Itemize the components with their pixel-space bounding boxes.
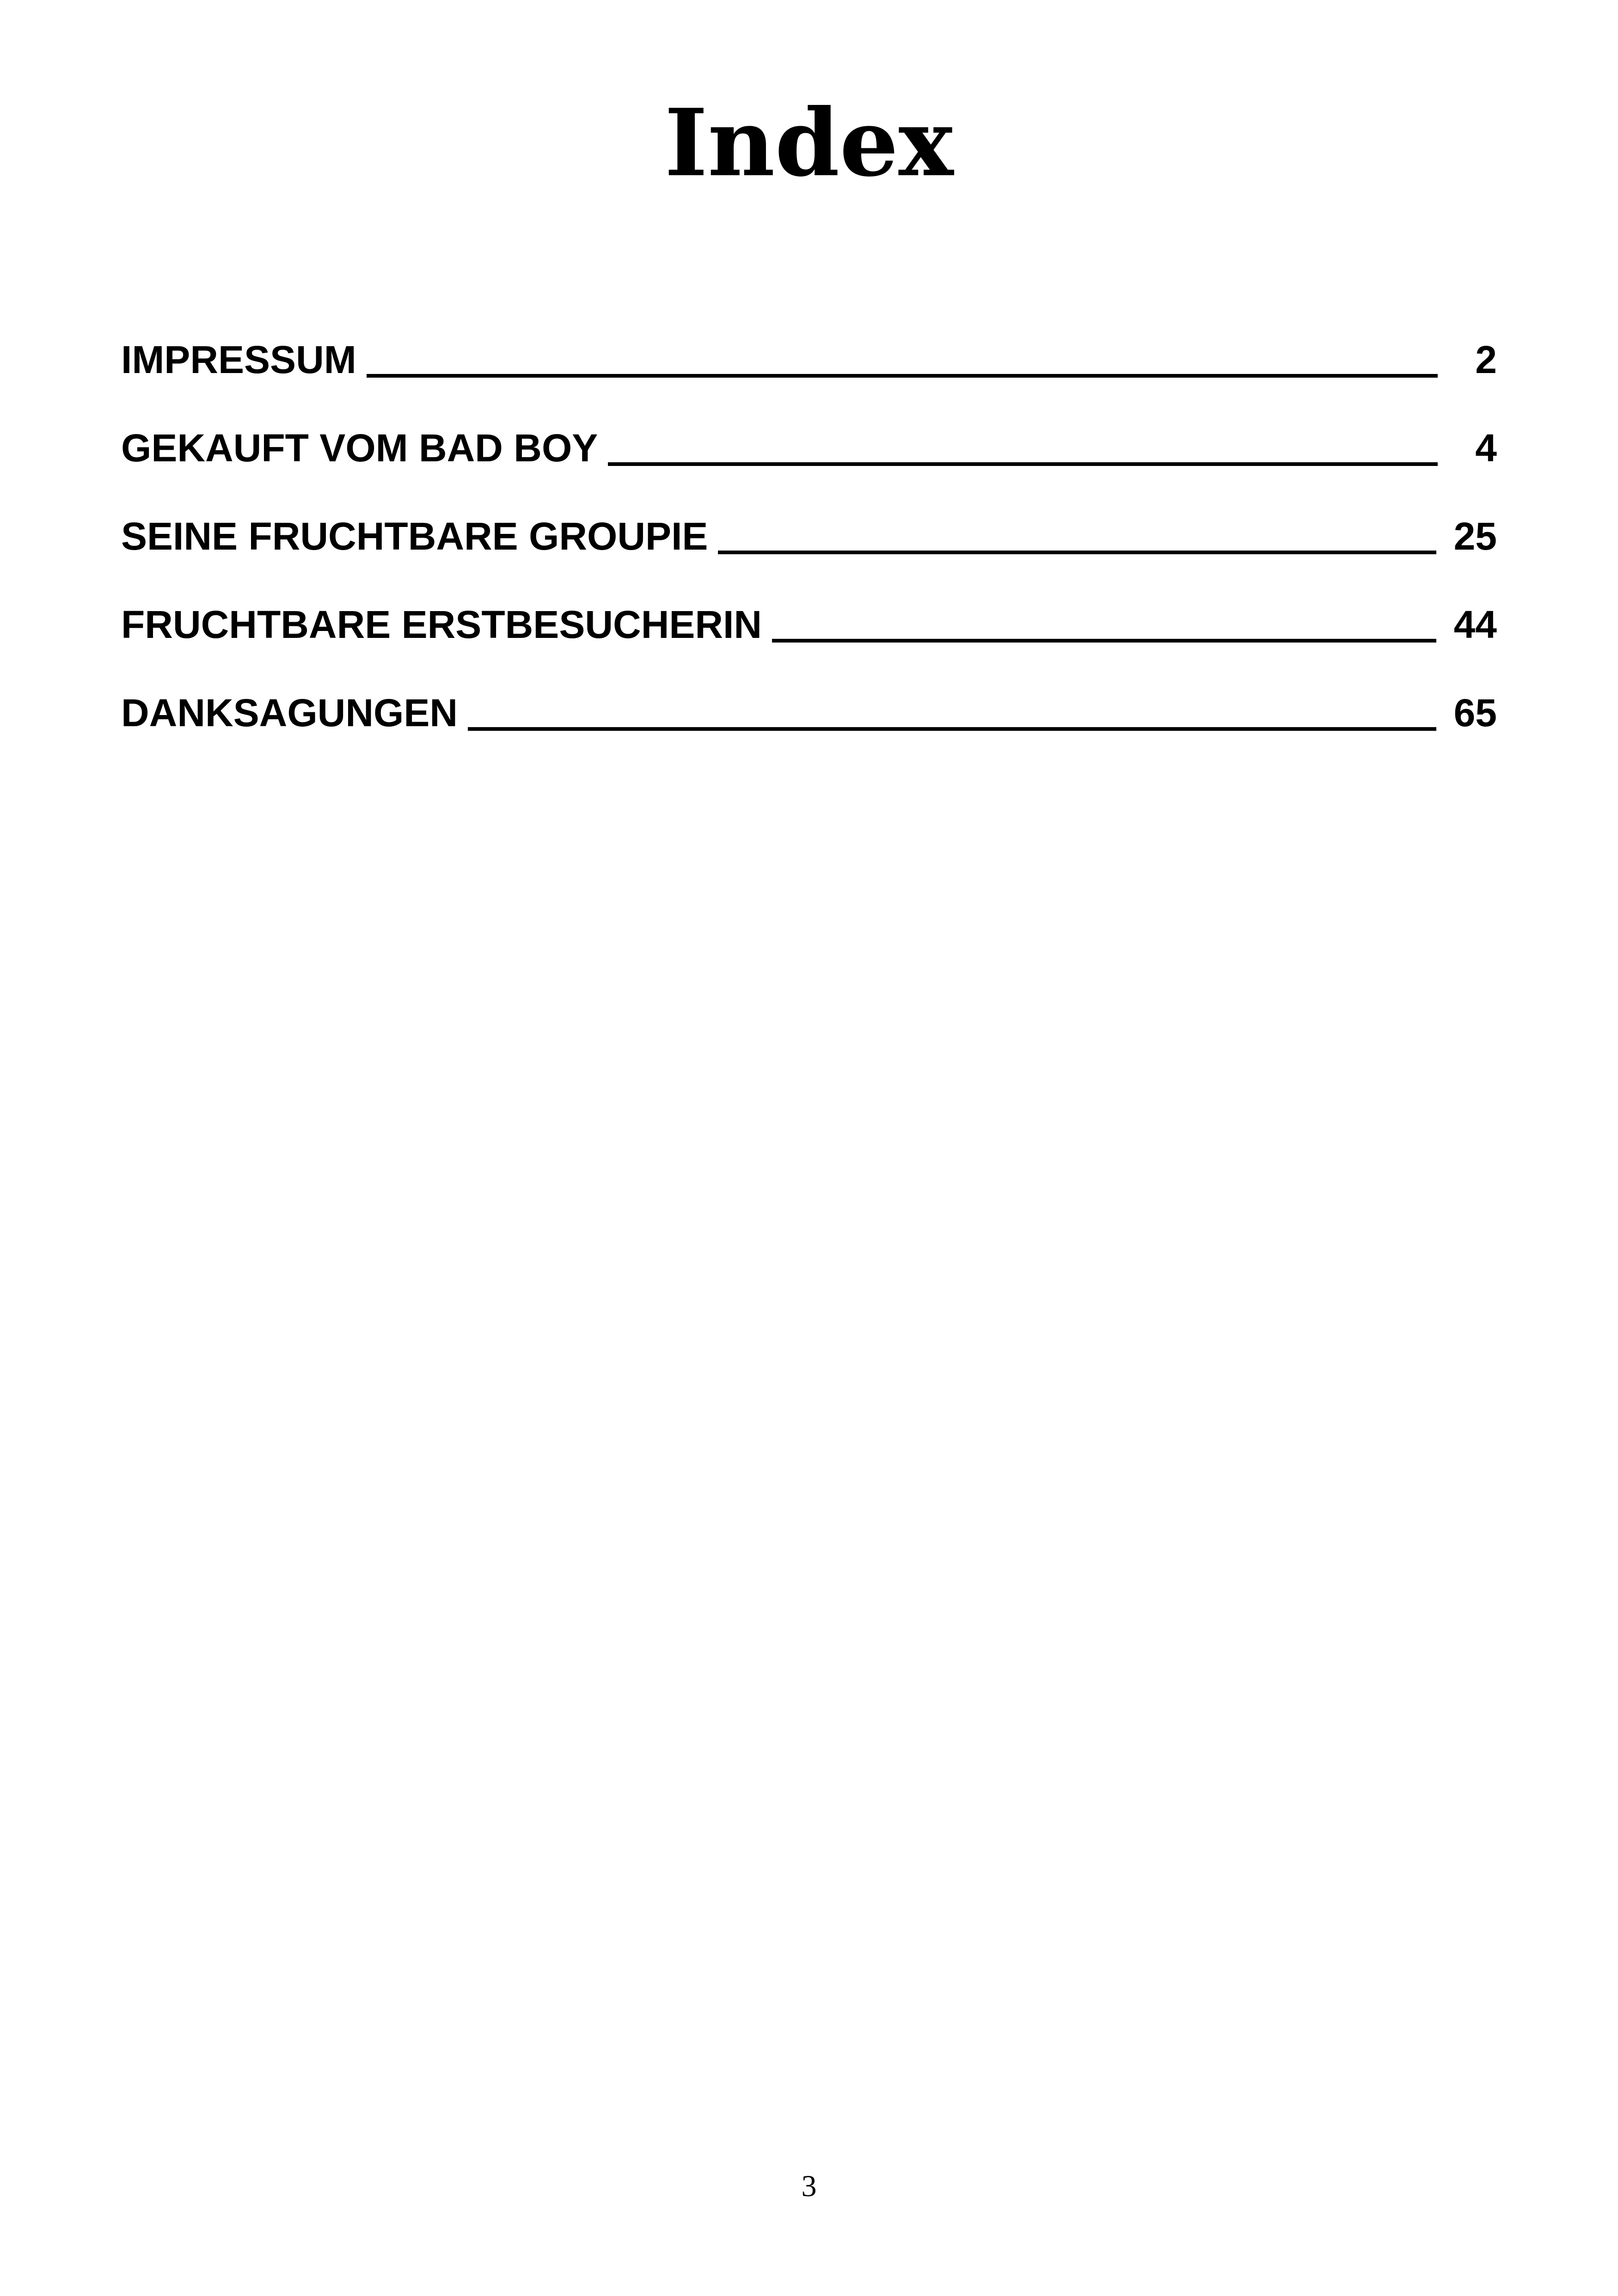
toc-entry-seine-fruchtbare-groupie[interactable] — [121, 508, 1497, 597]
page-title: Index — [664, 89, 954, 197]
toc-leader-line — [718, 551, 1436, 554]
toc-entry-danksagungen[interactable] — [121, 685, 1497, 773]
toc-leader-line — [367, 374, 1438, 378]
toc-entry-fruchtbare-erstbesucherin[interactable] — [121, 597, 1497, 685]
toc-entry-page: 4 — [1475, 426, 1497, 470]
table-of-contents — [121, 332, 1497, 773]
toc-entry-title: GEKAUFT VOM BAD BOY — [121, 426, 598, 470]
toc-entry-gekauft-vom-bad-boy[interactable] — [121, 420, 1497, 508]
toc-entry-title: FRUCHTBARE ERSTBESUCHERIN — [121, 603, 762, 646]
toc-entry-impressum[interactable] — [121, 332, 1497, 420]
toc-entry-title: IMPRESSUM — [121, 338, 356, 381]
toc-leader-line — [468, 727, 1436, 731]
page-number: 3 — [801, 2169, 817, 2203]
toc-entry-title: SEINE FRUCHTBARE GROUPIE — [121, 514, 708, 558]
toc-entry-page: 2 — [1475, 338, 1497, 381]
toc-entry-page: 65 — [1453, 691, 1497, 735]
toc-entry-title: DANKSAGUNGEN — [121, 691, 458, 735]
toc-leader-line — [772, 639, 1436, 643]
toc-entry-page: 44 — [1453, 603, 1497, 646]
toc-leader-line — [608, 462, 1438, 466]
toc-entry-page: 25 — [1453, 514, 1497, 558]
